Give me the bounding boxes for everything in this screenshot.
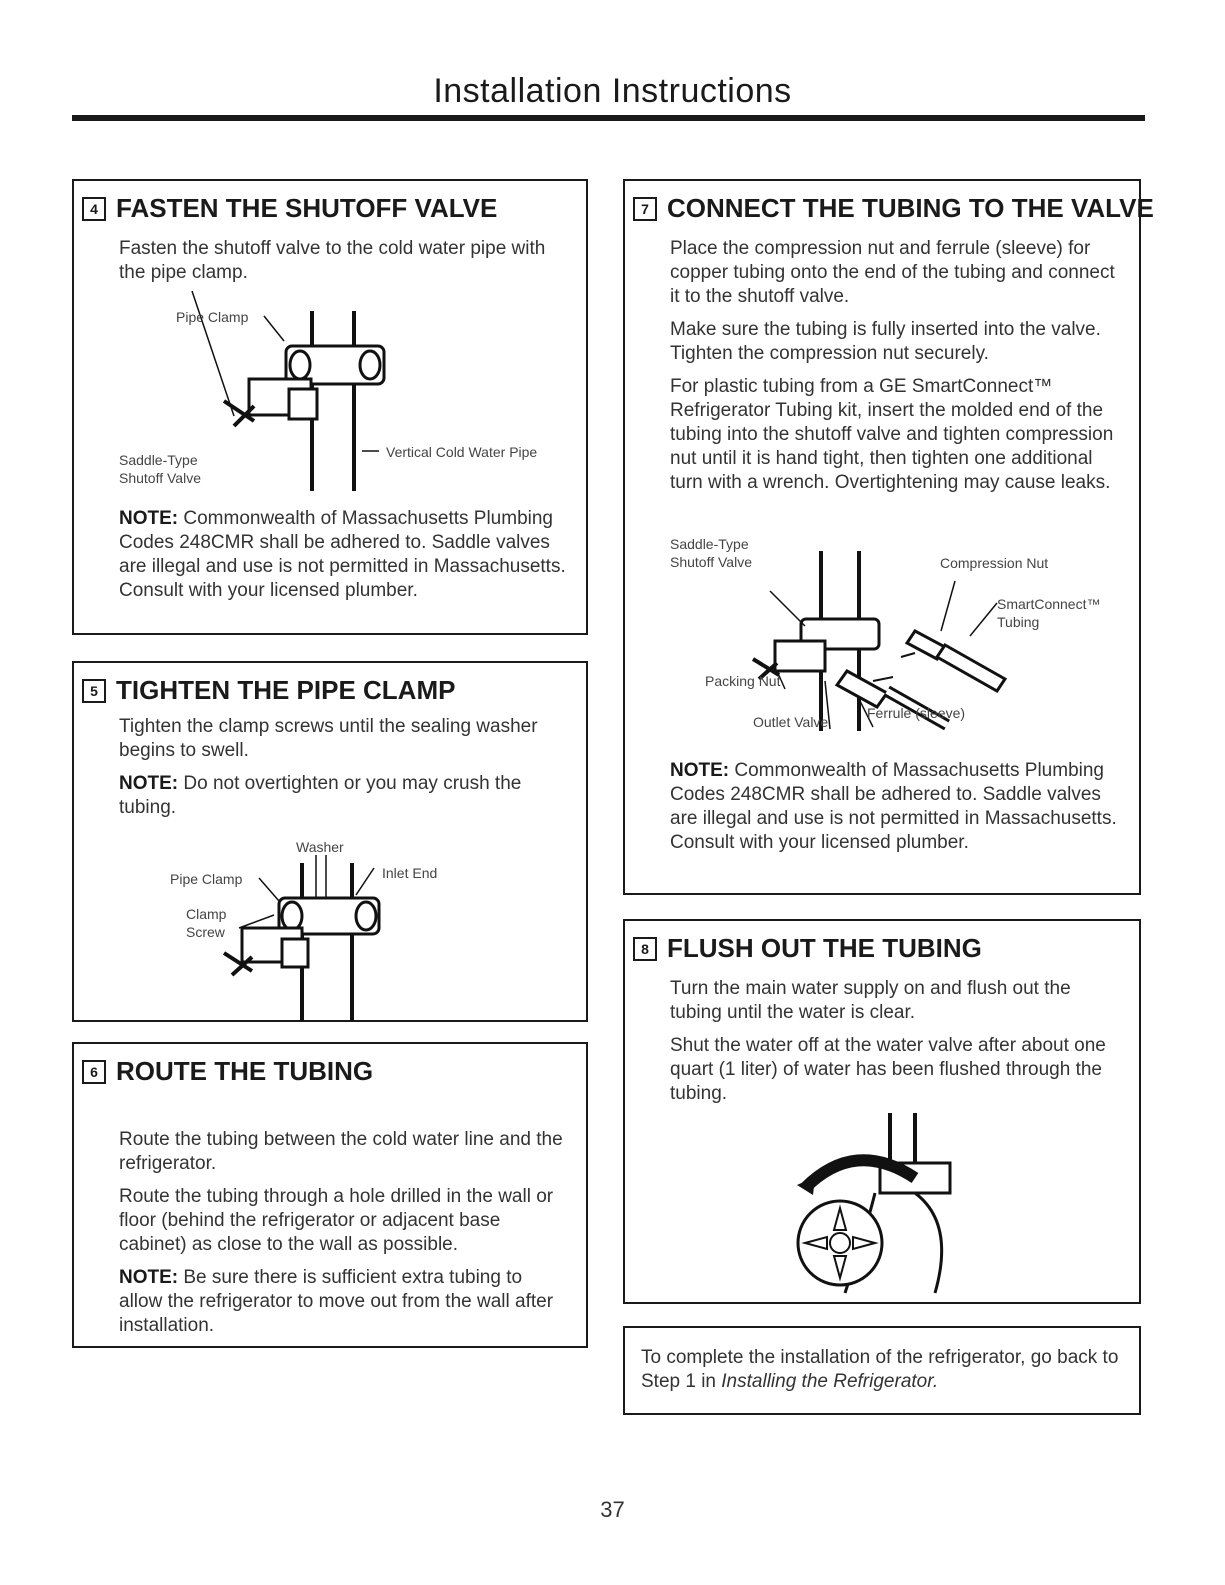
water-valve-illustration — [625, 1113, 1143, 1303]
label-smartconnect-tubing: SmartConnect™ Tubing — [997, 596, 1101, 630]
step-5-body — [119, 715, 549, 829]
final-note-body — [641, 1346, 1131, 1403]
step-8-heading — [633, 933, 982, 964]
step-5-heading — [82, 675, 455, 706]
label-packing-nut: Packing Nut — [705, 673, 781, 689]
step-6-note-label: NOTE: — [119, 1267, 179, 1288]
step-7-note — [670, 759, 1125, 864]
step-5-box — [72, 661, 588, 1022]
step-6-note-text: Be sure there is sufficient extra tubing to allow the refrigerator to move out from the wall after installation. — [119, 1267, 554, 1336]
page-number: 37 — [600, 1497, 625, 1522]
step-6-body — [119, 1128, 564, 1347]
step-5-note-label: NOTE: — [119, 773, 179, 794]
step-4-box — [72, 179, 588, 635]
step-6-title: ROUTE THE TUBING — [116, 1056, 374, 1086]
step-4-title: FASTEN THE SHUTOFF VALVE — [116, 193, 498, 223]
step-7-box — [623, 179, 1154, 895]
step-7-number: 7 — [633, 197, 657, 221]
step-8-body — [670, 977, 1125, 1115]
step-8-box — [623, 919, 1141, 1304]
label-inlet-end: Inlet End — [382, 865, 438, 881]
step-4-number: 4 — [82, 197, 106, 221]
step-5-note — [119, 772, 549, 820]
step-4-note-text: Commonwealth of Massachusetts Plumbing Codes 248CMR shall be adhered to. Saddle valves are illegal and use is not permitted in Massachusetts. Consult with your licensed plumber. — [119, 508, 566, 601]
pipe-clamp-illustration — [74, 853, 590, 1023]
final-note-box — [623, 1326, 1141, 1415]
step-8-text-1: Turn the main water supply on and flush out the tubing until the water is clear. — [670, 978, 1071, 1023]
label-saddle-valve-7: Saddle-Type Shutoff Valve — [670, 536, 752, 570]
step-7-body — [670, 237, 1125, 504]
label-ferrule: Ferrule (sleeve) — [867, 705, 966, 721]
step-5-text: Tighten the clamp screws until the sealing washer begins to swell. — [119, 716, 538, 761]
step-7-title: CONNECT THE TUBING TO THE VALVE — [667, 193, 1154, 223]
final-note-text: To complete the installation of the refrigerator, go back to Step 1 in — [641, 1347, 1119, 1392]
step-6-note — [119, 1266, 564, 1338]
step-6-number: 6 — [82, 1060, 106, 1084]
step-5-note-text: Do not overtighten or you may crush the tubing. — [119, 773, 522, 818]
step-4-text: Fasten the shutoff valve to the cold water pipe with the pipe clamp. — [119, 238, 546, 283]
step-7-note-text: Commonwealth of Massachusetts Plumbing Codes 248CMR shall be adhered to. Saddle valves are illegal and use is not permitted in Massachusetts. Consult with your licensed plumber. — [670, 760, 1117, 853]
title-rule — [72, 115, 1145, 121]
step-4-heading — [82, 193, 497, 224]
label-outlet-valve: Outlet Valve — [753, 714, 829, 730]
step-6-heading — [82, 1056, 373, 1087]
step-6-text-2: Route the tubing through a hole drilled in the wall or floor (behind the refrigerator or adjacent base cabinet) as close to the wall as possible. — [119, 1186, 554, 1255]
step-6-box — [72, 1042, 588, 1348]
step-7-note-label: NOTE: — [670, 760, 730, 781]
step-8-text-2: Shut the water off at the water valve after about one quart (1 liter) of water has been flushed through the tubing. — [670, 1035, 1106, 1104]
step-4-note — [119, 507, 574, 612]
step-5-title: TIGHTEN THE PIPE CLAMP — [116, 675, 456, 705]
step-7-text-1: Place the compression nut and ferrule (sleeve) for copper tubing onto the end of the tubing and connect it to the shutoff valve. — [670, 238, 1115, 307]
label-saddle-valve: Saddle-Type Shutoff Valve — [119, 452, 201, 486]
step-7-text-3: For plastic tubing from a GE SmartConnect™ Refrigerator Tubing kit, insert the molded end of the tubing into the shutoff valve and tighten compression nut until it is hand tight, then tighten one additional turn with a wrench. Overtightening may cause leaks. — [670, 376, 1114, 493]
label-pipe-clamp-5: Pipe Clamp — [170, 871, 243, 887]
step-4-note-label: NOTE: — [119, 508, 179, 529]
step-4-body — [119, 237, 559, 294]
label-vertical-pipe: Vertical Cold Water Pipe — [386, 444, 538, 460]
page-title: Installation Instructions — [433, 72, 792, 110]
step-7-text-2: Make sure the tubing is fully inserted into the valve. Tighten the compression nut securely. — [670, 319, 1101, 364]
final-note-link: Installing the Refrigerator. — [721, 1371, 939, 1392]
label-clamp-screw: Clamp Screw — [186, 906, 227, 940]
step-5-number: 5 — [82, 679, 106, 703]
step-6-text-1: Route the tubing between the cold water line and the refrigerator. — [119, 1129, 563, 1174]
step-7-heading — [633, 193, 1154, 224]
step-8-number: 8 — [633, 937, 657, 961]
step-8-title: FLUSH OUT THE TUBING — [667, 933, 982, 963]
label-compression-nut: Compression Nut — [940, 555, 1049, 571]
label-pipe-clamp: Pipe Clamp — [176, 309, 249, 325]
label-washer: Washer — [296, 839, 344, 855]
